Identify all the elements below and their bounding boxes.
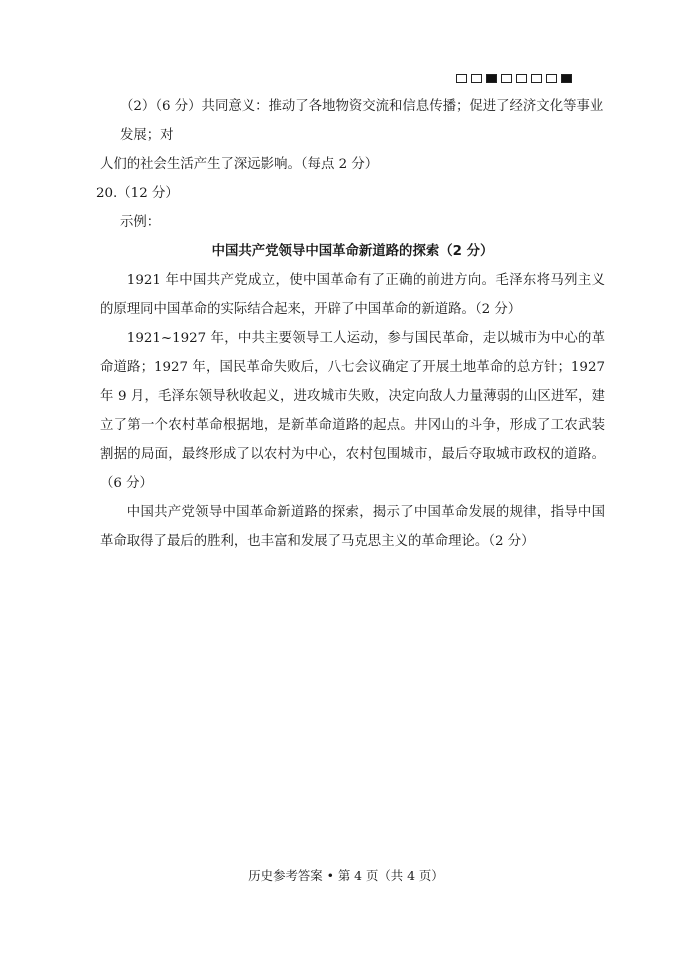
q20-number: 20.（12 分） — [96, 186, 179, 201]
id-box — [516, 74, 527, 83]
id-box — [546, 74, 557, 83]
id-box — [531, 74, 542, 83]
q19-part2-line1: （2）（6 分）共同意义：推动了各地物资交流和信息传播；促进了经济文化等事业发展；对 — [120, 99, 604, 143]
q20-title: 中国共产党领导中国革命新道路的探索（2 分） — [211, 244, 494, 259]
id-box — [471, 74, 482, 83]
q20-paragraph-2: 1921~1927 年，中共主要领导工人运动，参与国民革命，走以城市为中心的革命道路；1927 年，国民革命失败后，八七会议确定了开展土地革命的总方针；1927 年 9 月，毛泽东领导秋收起义，进攻城市失败，决定向敌人力量薄弱的山区进军，建立了第一个农村革命根据地，是新革命道路的起点。井冈山的斗争，形成了工农武装割据的局面，最终形成了以农村为中心，农村包围城市，最后夺取城市政权的道路。（6 分） — [100, 331, 605, 491]
q20-paragraph-3: 中国共产党领导中国革命新道路的探索，揭示了中国革命发展的规律，指导中国革命取得了最后的胜利，也丰富和发展了马克思主义的革命理论。（2 分） — [100, 505, 605, 549]
q19-part2-line2: 人们的社会生活产生了深远影响。（每点 2 分） — [100, 157, 379, 172]
id-box — [561, 74, 572, 83]
id-box — [456, 74, 467, 83]
page-footer: 历史参考答案 • 第 4 页（共 4 页） — [248, 868, 444, 883]
q20-paragraph-1: 1921 年中国共产党成立，使中国革命有了正确的前进方向。毛泽东将马列主义的原理同中国革命的实际结合起来，开辟了中国革命的新道路。（2 分） — [100, 273, 605, 317]
q20-example-label: 示例： — [120, 215, 161, 230]
id-box — [501, 74, 512, 83]
answer-content — [96, 92, 605, 556]
id-box — [486, 74, 497, 83]
exam-id-boxes — [456, 74, 572, 83]
